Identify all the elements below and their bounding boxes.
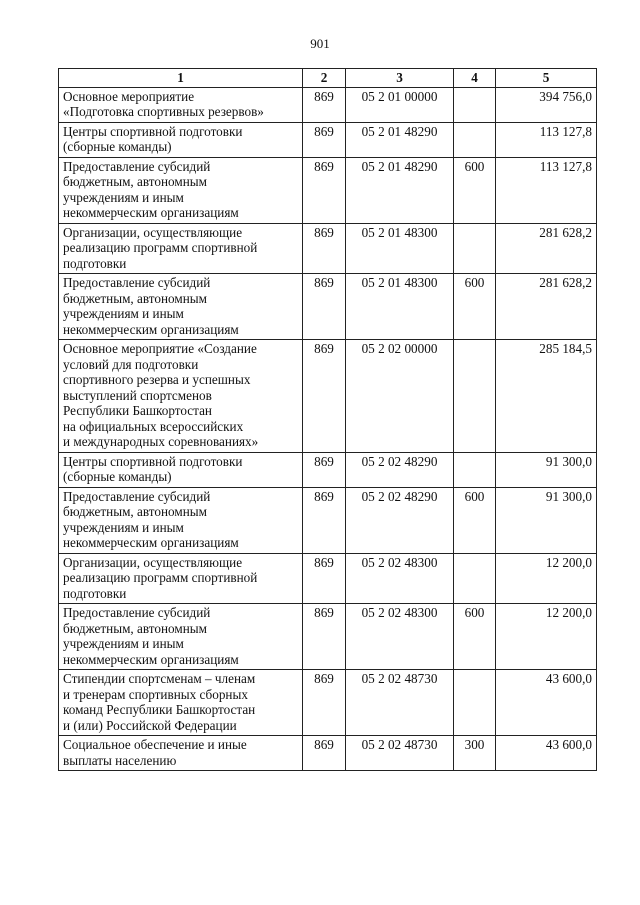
row-name-cell: Центры спортивной подготовки (сборные команды) [59, 452, 303, 487]
row-name-cell: Организации, осуществляющие реализацию программ спортивной подготовки [59, 223, 303, 274]
expense-type-cell [454, 122, 496, 157]
expense-type-cell: 600 [454, 487, 496, 553]
target-code-cell: 05 2 02 48290 [346, 487, 454, 553]
amount-cell: 12 200,0 [496, 604, 597, 670]
table-row [59, 736, 597, 771]
table-body [59, 87, 597, 771]
table-row [59, 274, 597, 340]
table-row [59, 604, 597, 670]
ministry-code-cell: 869 [303, 487, 346, 553]
amount-cell: 281 628,2 [496, 274, 597, 340]
row-name-cell: Основное мероприятие «Создание условий для подготовки спортивного резерва и успешных выступлений спортсменов Республики Башкортостан на официальных всероссийских и международных соревнованиях» [59, 340, 303, 453]
ministry-code-cell: 869 [303, 340, 346, 453]
table-row [59, 553, 597, 604]
ministry-code-cell: 869 [303, 670, 346, 736]
row-name-cell: Центры спортивной подготовки (сборные команды) [59, 122, 303, 157]
table-row [59, 340, 597, 453]
target-code-cell: 05 2 01 48290 [346, 122, 454, 157]
table-row [59, 452, 597, 487]
ministry-code-cell: 869 [303, 87, 346, 122]
ministry-code-cell: 869 [303, 223, 346, 274]
amount-cell: 285 184,5 [496, 340, 597, 453]
target-code-cell: 05 2 02 48300 [346, 553, 454, 604]
row-name-cell: Предоставление субсидий бюджетным, автономным учреждениям и иным некоммерческим организациям [59, 487, 303, 553]
column-header: 3 [346, 69, 454, 88]
expense-type-cell [454, 452, 496, 487]
target-code-cell: 05 2 02 48730 [346, 736, 454, 771]
ministry-code-cell: 869 [303, 122, 346, 157]
table-header-row [59, 69, 597, 88]
amount-cell: 91 300,0 [496, 452, 597, 487]
expense-type-cell: 300 [454, 736, 496, 771]
expense-type-cell [454, 223, 496, 274]
expense-type-cell [454, 340, 496, 453]
budget-table [58, 68, 597, 771]
target-code-cell: 05 2 01 48290 [346, 157, 454, 223]
ministry-code-cell: 869 [303, 157, 346, 223]
expense-type-cell [454, 670, 496, 736]
column-header: 1 [59, 69, 303, 88]
expense-type-cell [454, 553, 496, 604]
amount-cell: 43 600,0 [496, 736, 597, 771]
target-code-cell: 05 2 02 00000 [346, 340, 454, 453]
row-name-cell: Организации, осуществляющие реализацию программ спортивной подготовки [59, 553, 303, 604]
page-number: 901 [310, 36, 330, 51]
column-header: 4 [454, 69, 496, 88]
target-code-cell: 05 2 02 48290 [346, 452, 454, 487]
target-code-cell: 05 2 01 00000 [346, 87, 454, 122]
row-name-cell: Предоставление субсидий бюджетным, автономным учреждениям и иным некоммерческим организациям [59, 157, 303, 223]
target-code-cell: 05 2 01 48300 [346, 274, 454, 340]
amount-cell: 12 200,0 [496, 553, 597, 604]
ministry-code-cell: 869 [303, 736, 346, 771]
row-name-cell: Предоставление субсидий бюджетным, автономным учреждениям и иным некоммерческим организациям [59, 604, 303, 670]
expense-type-cell: 600 [454, 157, 496, 223]
target-code-cell: 05 2 01 48300 [346, 223, 454, 274]
amount-cell: 113 127,8 [496, 122, 597, 157]
table-row [59, 487, 597, 553]
ministry-code-cell: 869 [303, 604, 346, 670]
target-code-cell: 05 2 02 48300 [346, 604, 454, 670]
ministry-code-cell: 869 [303, 274, 346, 340]
expense-type-cell: 600 [454, 274, 496, 340]
target-code-cell: 05 2 02 48730 [346, 670, 454, 736]
column-header: 5 [496, 69, 597, 88]
amount-cell: 394 756,0 [496, 87, 597, 122]
table-row [59, 670, 597, 736]
amount-cell: 43 600,0 [496, 670, 597, 736]
row-name-cell: Основное мероприятие «Подготовка спортивных резервов» [59, 87, 303, 122]
amount-cell: 91 300,0 [496, 487, 597, 553]
ministry-code-cell: 869 [303, 553, 346, 604]
row-name-cell: Стипендии спортсменам – членам и тренерам спортивных сборных команд Республики Башкортостан и (или) Российской Федерации [59, 670, 303, 736]
table-row [59, 157, 597, 223]
table-row [59, 223, 597, 274]
amount-cell: 113 127,8 [496, 157, 597, 223]
table-row [59, 87, 597, 122]
column-header: 2 [303, 69, 346, 88]
row-name-cell: Предоставление субсидий бюджетным, автономным учреждениям и иным некоммерческим организациям [59, 274, 303, 340]
expense-type-cell: 600 [454, 604, 496, 670]
table-row [59, 122, 597, 157]
row-name-cell: Социальное обеспечение и иные выплаты населению [59, 736, 303, 771]
ministry-code-cell: 869 [303, 452, 346, 487]
expense-type-cell [454, 87, 496, 122]
amount-cell: 281 628,2 [496, 223, 597, 274]
